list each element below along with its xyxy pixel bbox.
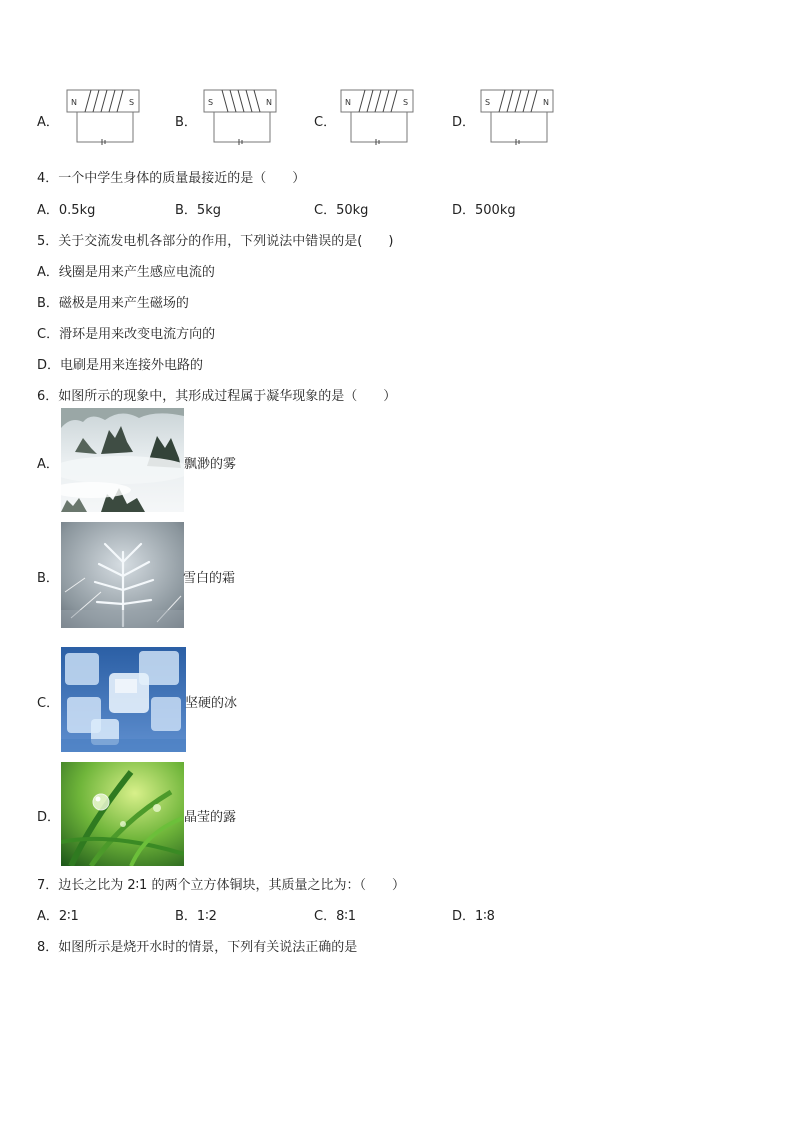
q7-option-c[interactable]: C．8∶1: [314, 909, 357, 924]
q8-stem: 8．如图所示是烧开水时的情景，下列有关说法正确的是: [37, 940, 358, 955]
solenoid-diagram-a: [65, 88, 145, 146]
q7-option-d[interactable]: D．1∶8: [452, 909, 495, 924]
q4-option-b[interactable]: B．5kg: [175, 203, 221, 218]
q4-option-a[interactable]: A．0.5kg: [37, 203, 96, 218]
q3-option-c-letter[interactable]: C．: [314, 115, 337, 130]
dew-grass-photo: [61, 762, 184, 866]
svg-text:S: S: [208, 98, 214, 107]
frost-plant-photo: [61, 522, 184, 628]
q4-option-d[interactable]: D．500kg: [452, 203, 516, 218]
q6-option-a-caption: 飘渺的雾: [184, 457, 237, 472]
svg-text:S: S: [129, 98, 135, 107]
svg-text:N: N: [266, 98, 272, 107]
q7-option-a[interactable]: A．2∶1: [37, 909, 79, 924]
q5-option-b[interactable]: B．磁极是用来产生磁场的: [37, 296, 189, 311]
q5-stem: 5．关于交流发电机各部分的作用，下列说法中错误的是( ): [37, 234, 394, 249]
solenoid-diagram-b: [202, 88, 282, 146]
svg-text:S: S: [403, 98, 409, 107]
solenoid-diagram-d: [479, 88, 559, 146]
q6-stem: 6．如图所示的现象中，其形成过程属于凝华现象的是（ ）: [37, 389, 397, 404]
q6-option-b-letter[interactable]: B．: [37, 571, 59, 586]
q3-option-d-letter[interactable]: D．: [452, 115, 476, 130]
q6-option-d-caption: 晶莹的露: [184, 810, 237, 825]
mountain-fog-photo: [61, 408, 184, 512]
solenoid-diagram-c: [339, 88, 419, 146]
q4-options: [37, 199, 757, 217]
q4-option-c[interactable]: C．50kg: [314, 203, 369, 218]
svg-text:N: N: [345, 98, 351, 107]
q6-option-b-caption: 雪白的霜: [183, 571, 236, 586]
svg-text:S: S: [485, 98, 491, 107]
q5-option-c[interactable]: C．滑环是用来改变电流方向的: [37, 327, 216, 342]
svg-text:N: N: [543, 98, 549, 107]
q7-options: [37, 905, 757, 923]
q7-option-b[interactable]: B．1∶2: [175, 909, 217, 924]
q6-option-a-letter[interactable]: A．: [37, 457, 59, 472]
q5-option-a[interactable]: A．线圈是用来产生感应电流的: [37, 265, 215, 280]
q6-option-c-letter[interactable]: C．: [37, 696, 60, 711]
q7-stem: 7．边长之比为 2∶1 的两个立方体铜块，其质量之比为：（ ）: [37, 878, 405, 893]
q6-option-d-letter[interactable]: D．: [37, 810, 61, 825]
q6-option-c-caption: 坚硬的冰: [185, 696, 238, 711]
q5-option-d[interactable]: D．电刷是用来连接外电路的: [37, 358, 204, 373]
q3-option-a-letter[interactable]: A．: [37, 115, 59, 130]
q3-option-b-letter[interactable]: B．: [175, 115, 197, 130]
ice-cubes-photo: [61, 647, 186, 752]
q4-stem: 4．一个中学生身体的质量最接近的是（ ）: [37, 171, 306, 186]
svg-text:N: N: [71, 98, 77, 107]
